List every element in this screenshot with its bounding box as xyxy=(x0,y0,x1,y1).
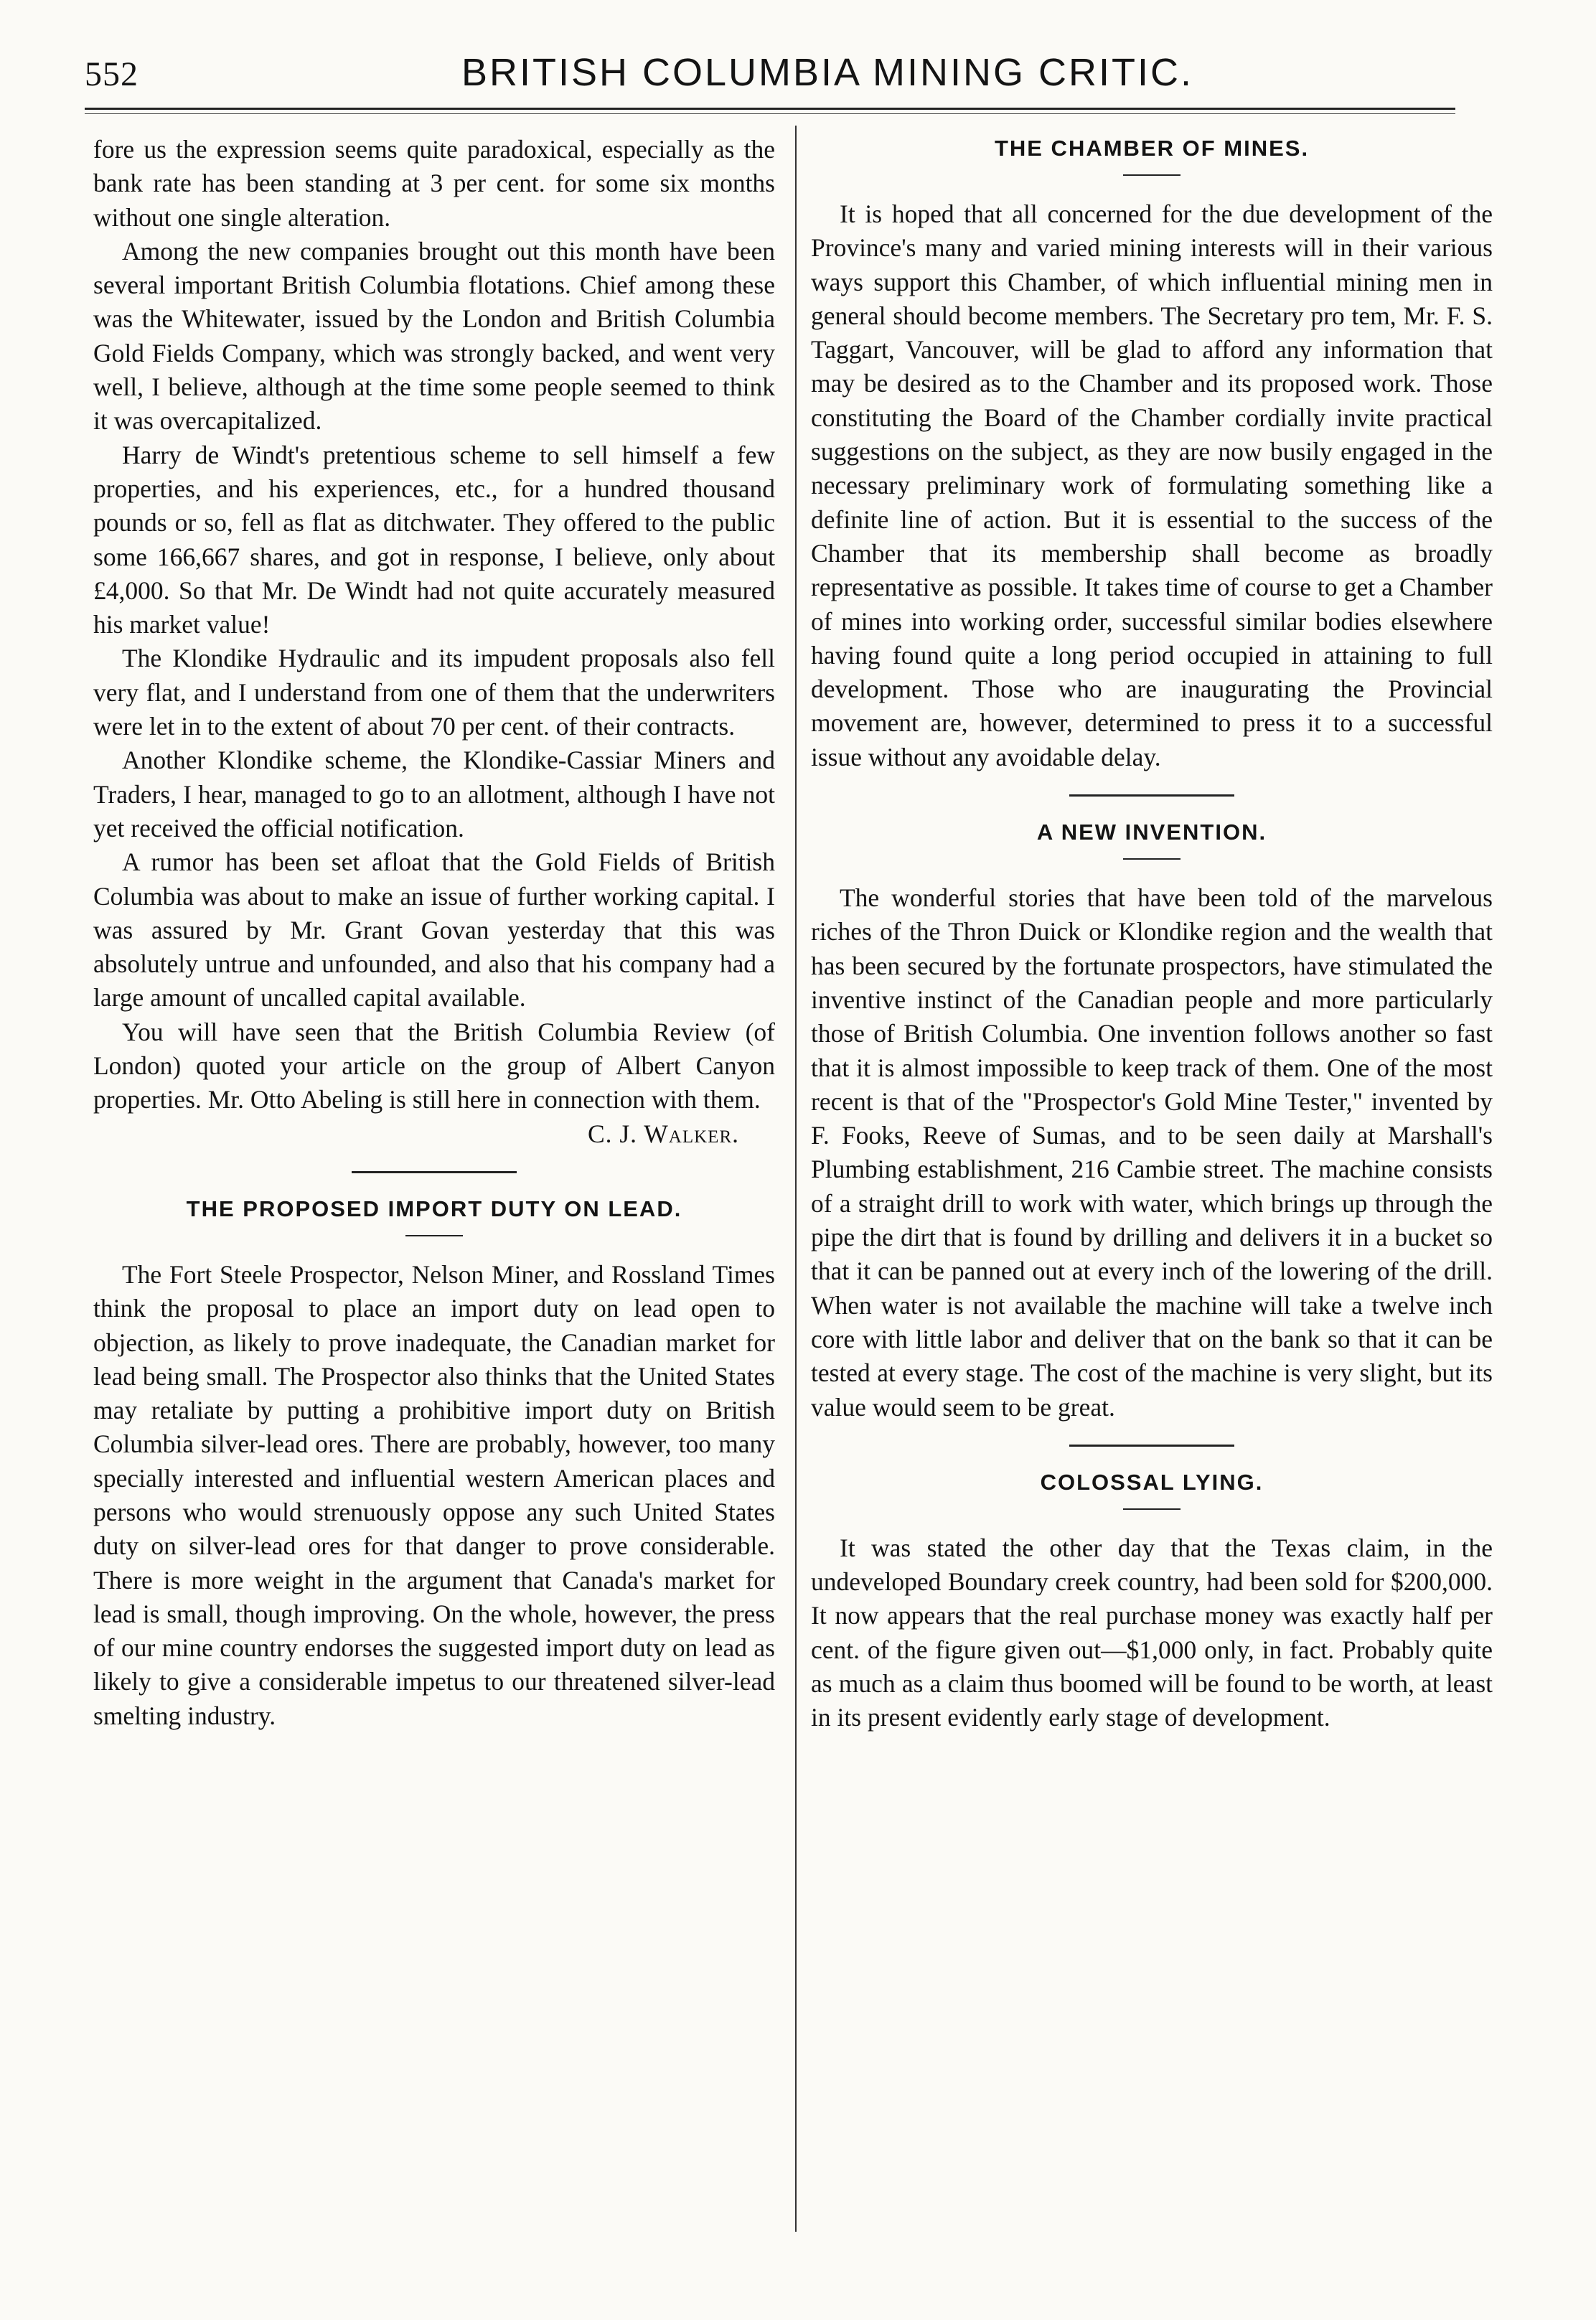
header-rule xyxy=(85,108,1455,114)
section-paragraph: It was stated the other day that the Texas claim, in the undeveloped Boundary creek country, had been sold for $200,000. It now appears that the real purchase money was exactly half per cent. of the figure given out—$1,000 only, in fact. Probably quite as much as a claim thus boomed will be found to be worth, at least in its present evidently early stage of development. xyxy=(811,1533,1493,1732)
article-paragraph: Another Klondike scheme, the Klondike-Cassiar Miners and Traders, I hear, managed to go to an allotment, although I have not yet received the official notification. xyxy=(93,746,775,842)
article-paragraph: Among the new companies brought out this month have been several important British Columbia flotations. Chief among these was the Whitewater, issued by the London and British Columbia Gold Fields Company, which was strongly backed, and went very well, I believe, although at the time some people seemed to think it was overcapitalized. xyxy=(93,236,775,436)
section-heading-chamber-of-mines: THE CHAMBER OF MINES. xyxy=(994,136,1310,161)
left-column xyxy=(93,133,775,1733)
article-paragraph: A rumor has been set afloat that the Gold Fields of British Columbia was about to make an issue of further working capital. I was assured by Mr. Grant Govan yesterday that this was absolutely untrue and unfounded, and also that his company had a large amount of uncalled capital available. xyxy=(93,847,775,1013)
article-paragraph: The Klondike Hydraulic and its impudent proposals also fell very flat, and I understand from one of them that the underwriters were let in to the extent of about 70 per cent. of their contracts. xyxy=(93,644,775,741)
section-divider xyxy=(1069,1445,1234,1447)
column-divider xyxy=(795,126,797,2232)
heading-rule xyxy=(1123,174,1180,176)
heading-rule xyxy=(1123,1508,1180,1510)
section-heading-new-invention: A NEW INVENTION. xyxy=(1036,819,1267,845)
page-header xyxy=(85,50,1448,100)
section-heading-import-duty: THE PROPOSED IMPORT DUTY ON LEAD. xyxy=(186,1196,682,1221)
section-paragraph: It is hoped that all concerned for the due development of the Province's many and varied mining interests will in their various ways support this Chamber, of which influential mining men in general should become members. The Secretary pro tem, Mr. F. S. Taggart, Vancouver, will be glad to afford any information that may be desired as to the Chamber and its proposed work. Those constituting the Board of the Chamber cordially invite practical suggestions on the subject, as they are now busily engaged in the necessary preliminary work of formulating something like a definite line of action. But it is essential to the success of the Chamber that its membership shall become as broadly representative as possible. It takes time of course to get a Chamber of mines into working order, successful similar bodies elsewhere having found quite a long period occupied in attaining to full development. Those who are inaugurating the Provincial movement are, however, determined to press it to a successful issue without any avoidable delay. xyxy=(811,199,1493,771)
author-signature: C. J. Walker. xyxy=(587,1119,739,1148)
section-divider xyxy=(352,1171,517,1173)
article-paragraph: Harry de Windt's pretentious scheme to sell himself a few properties, and his experiences, etc., for a hundred thousand pounds or so, fell as flat as ditchwater. They offered to the public some 166,667 shares, and got in response, I believe, only about £4,000. So that Mr. De Windt had not quite accurately measured his market value! xyxy=(93,440,775,639)
article-paragraph: You will have seen that the British Columbia Review (of London) quoted your article on the group of Albert Canyon properties. Mr. Otto Abeling is still here in connection with them. xyxy=(93,1017,775,1114)
article-paragraph: fore us the expression seems quite paradoxical, especially as the bank rate has been standing at 3 per cent. for some six months without one single alteration. xyxy=(93,135,775,232)
right-column xyxy=(811,133,1493,1735)
section-paragraph: The wonderful stories that have been told of the marvelous riches of the Thron Duick or Klondike region and the wealth that has been secured by the fortunate prospectors, have stimulated the inventive instinct of the Canadian people and more particularly those of British Columbia. One invention follows another so fast that it is almost impossible to keep track of them. One of the most recent is that of the "Prospector's Gold Mine Tester," invented by F. Fooks, Reeve of Sumas, and to be seen daily at Marshall's Plumbing establishment, 216 Cambie street. The machine consists of a straight drill to work with water, which brings up through the pipe the dirt that is found by drilling and delivers it in a bucket so that it can be panned out at every inch of the lowering of the drill. When water is not available the machine will take a twelve inch core with little labor and deliver that on the bank so that it can be tested at every stage. The cost of the machine is very slight, but its value would seem to be great. xyxy=(811,883,1493,1422)
section-paragraph: The Fort Steele Prospector, Nelson Miner, and Rossland Times think the proposal to place an import duty on lead open to objection, as likely to prove inadequate, the Canadian market for lead being small. The Prospector also thinks that the United States may retaliate by putting a prohibitive import duty on British Columbia silver-lead ores. There are probably, however, too many specially interested and influential western American places and persons who would strenuously oppose any such United States duty on silver-lead ores for that danger to prove considerable. There is more weight in the argument that Canada's market for lead is small, though improving. On the whole, however, the press of our mine country endorses the suggested import duty on lead as likely to give a considerable impetus to our threatened silver-lead smelting industry. xyxy=(93,1259,775,1730)
heading-rule xyxy=(405,1235,463,1236)
section-heading-colossal-lying: COLOSSAL LYING. xyxy=(1040,1469,1264,1495)
section-divider xyxy=(1069,794,1234,797)
page-number: 552 xyxy=(85,55,139,93)
heading-rule xyxy=(1123,858,1180,860)
running-title: BRITISH COLUMBIA MINING CRITIC. xyxy=(461,51,1194,94)
